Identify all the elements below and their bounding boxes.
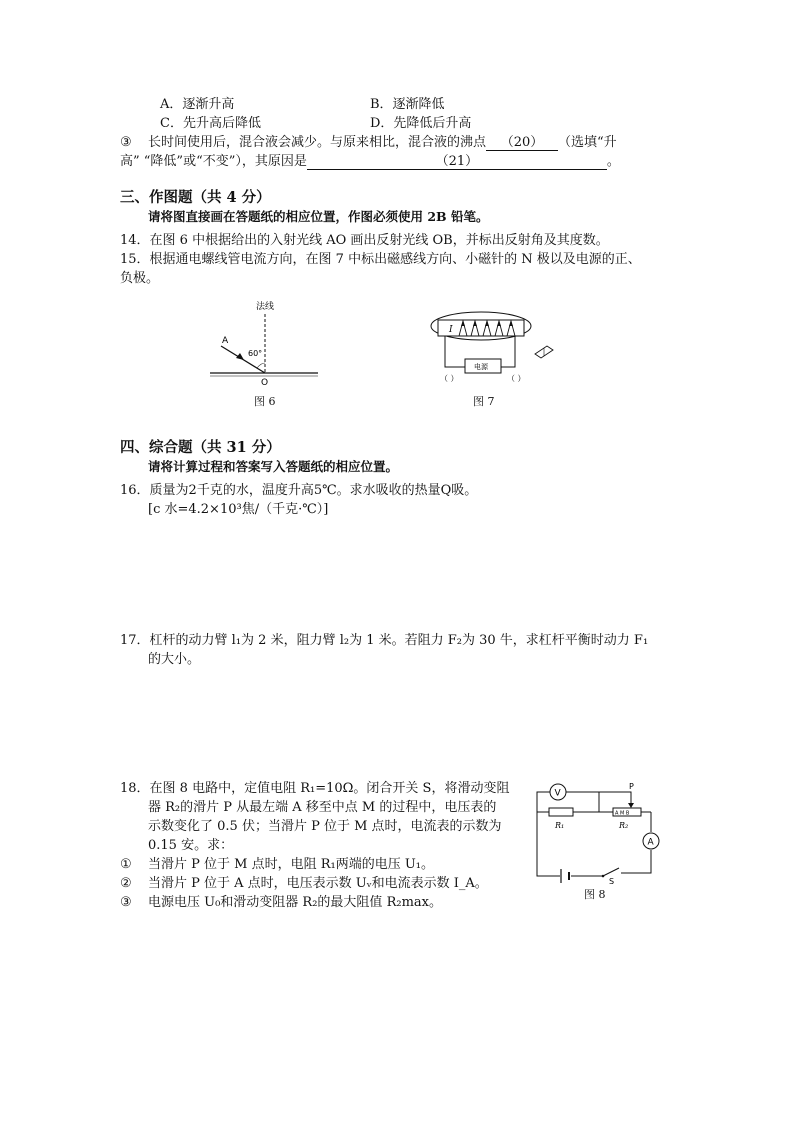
figure-6-caption: 图 6 <box>254 395 276 408</box>
normal-label: 法线 <box>256 302 275 312</box>
question-17-line2: 的大小。 <box>148 652 201 667</box>
q13-part3-number: ③ <box>120 135 132 150</box>
figure-8-caption: 图 8 <box>584 888 606 901</box>
switch-label: S <box>609 877 615 886</box>
point-label-o: O <box>261 378 269 388</box>
question-18-line4: 0.15 安。求： <box>148 838 234 853</box>
question-14: 14．在图 6 中根据给出的入射光线 AO 画出反射光线 OB，并标出反射角及其度数。 <box>120 233 609 248</box>
r1-label: R₁ <box>555 821 565 830</box>
power-left-pole-blank[interactable]: （ ） <box>440 374 459 383</box>
option-c: C．先升高后降低 <box>160 116 261 131</box>
switch-lever[interactable] <box>603 868 619 876</box>
question-17-line1: 17．杠杆的动力臂 l₁为 2 米，阻力臂 l₂为 1 米。若阻力 F₂为 30 牛，求杠杆平衡时动力 F₁ <box>120 633 649 648</box>
figure-7-solenoid <box>425 302 555 390</box>
resistor-r1 <box>549 808 573 816</box>
angle-label: 60° <box>248 349 263 358</box>
figure-8-circuit <box>525 776 675 886</box>
bottom-right-wire <box>621 850 651 873</box>
question-16-line1: 16．质量为2千克的水，温度升高5℃。求水吸收的热量Q吸。 <box>120 483 478 498</box>
section4-title: 四、综合题（共 31 分） <box>120 439 281 456</box>
q13-part3-text3: 高” “降低”或“不变”），其原因是 <box>120 154 307 169</box>
section4-instruction: 请将计算过程和答案写入答题纸的相应位置。 <box>148 459 399 474</box>
section3-title: 三、作图题（共 4 分） <box>120 189 271 206</box>
slider-arrow[interactable] <box>628 803 634 808</box>
q18-sub3: 电源电压 U₀和滑动变阻器 R₂的最大阻值 R₂max。 <box>148 895 442 910</box>
r2-marks: A M B <box>615 810 630 817</box>
ray-label-a: A <box>222 336 229 346</box>
left-wire <box>445 336 465 367</box>
ammeter-label: A <box>647 837 654 848</box>
q13-part3-text1: 长时间使用后，混合液会减少。与原来相比，混合液的沸点 <box>148 135 487 150</box>
power-label: 电源 <box>474 363 488 371</box>
question-18-line3: 示数变化了 0.5 伏；当滑片 P 位于 M 点时，电流表的示数为 <box>148 819 502 834</box>
q13-part3-line1 <box>148 134 617 151</box>
power-right-pole-blank[interactable]: （ ） <box>507 374 526 383</box>
question-16-line2: [c 水=4.2×10³焦/（千克·℃）] <box>148 502 329 517</box>
option-a: A．逐渐升高 <box>160 97 235 112</box>
q13-part3-line2 <box>120 153 620 170</box>
question-15-line1: 15．根据通电螺线管电流方向，在图 7 中标出磁感线方向、小磁针的 N 极以及电源的正、 <box>120 252 641 267</box>
question-18-line2: 器 R₂的滑片 P 从最左端 A 移至中点 M 的过程中，电压表的 <box>148 800 497 815</box>
answer-blank-20[interactable]: （20） <box>486 135 558 151</box>
q18-sub2: 当滑片 P 位于 A 点时，电压表示数 Uᵥ和电流表示数 I_A。 <box>148 876 488 891</box>
voltmeter-label: V <box>554 788 561 799</box>
question-15-line2: 负极。 <box>120 271 160 286</box>
figure-7-caption: 图 7 <box>473 395 495 408</box>
q18-sub2-number: ② <box>120 876 132 891</box>
q18-sub1: 当滑片 P 位于 M 点时，电阻 R₁两端的电压 U₁。 <box>148 857 435 872</box>
q18-sub1-number: ① <box>120 857 132 872</box>
question-18-line1: 18．在图 8 电路中，定值电阻 R₁=10Ω。闭合开关 S，将滑动变阻 <box>120 781 510 796</box>
answer-blank-21[interactable]: （21） <box>307 154 607 170</box>
q13-part3-end: 。 <box>606 154 620 169</box>
figure-6-reflection <box>200 300 330 390</box>
angle-arc <box>257 363 265 368</box>
slider-label: P <box>629 782 634 791</box>
current-label: I <box>449 325 453 335</box>
option-d: D．先降低后升高 <box>370 116 472 131</box>
section3-instruction: 请将图直接画在答题纸的相应位置，作图必须使用 2B 铅笔。 <box>148 209 489 224</box>
slider-wire <box>599 792 631 805</box>
right-wire <box>501 336 515 367</box>
q18-sub3-number: ③ <box>120 895 132 910</box>
voltmeter-left-wire <box>537 792 550 812</box>
r2-label: R₂ <box>619 821 629 830</box>
q13-part3-text2: （选填“升 <box>558 135 617 150</box>
option-b: B．逐渐降低 <box>370 97 445 112</box>
switch-pivot <box>602 875 605 878</box>
